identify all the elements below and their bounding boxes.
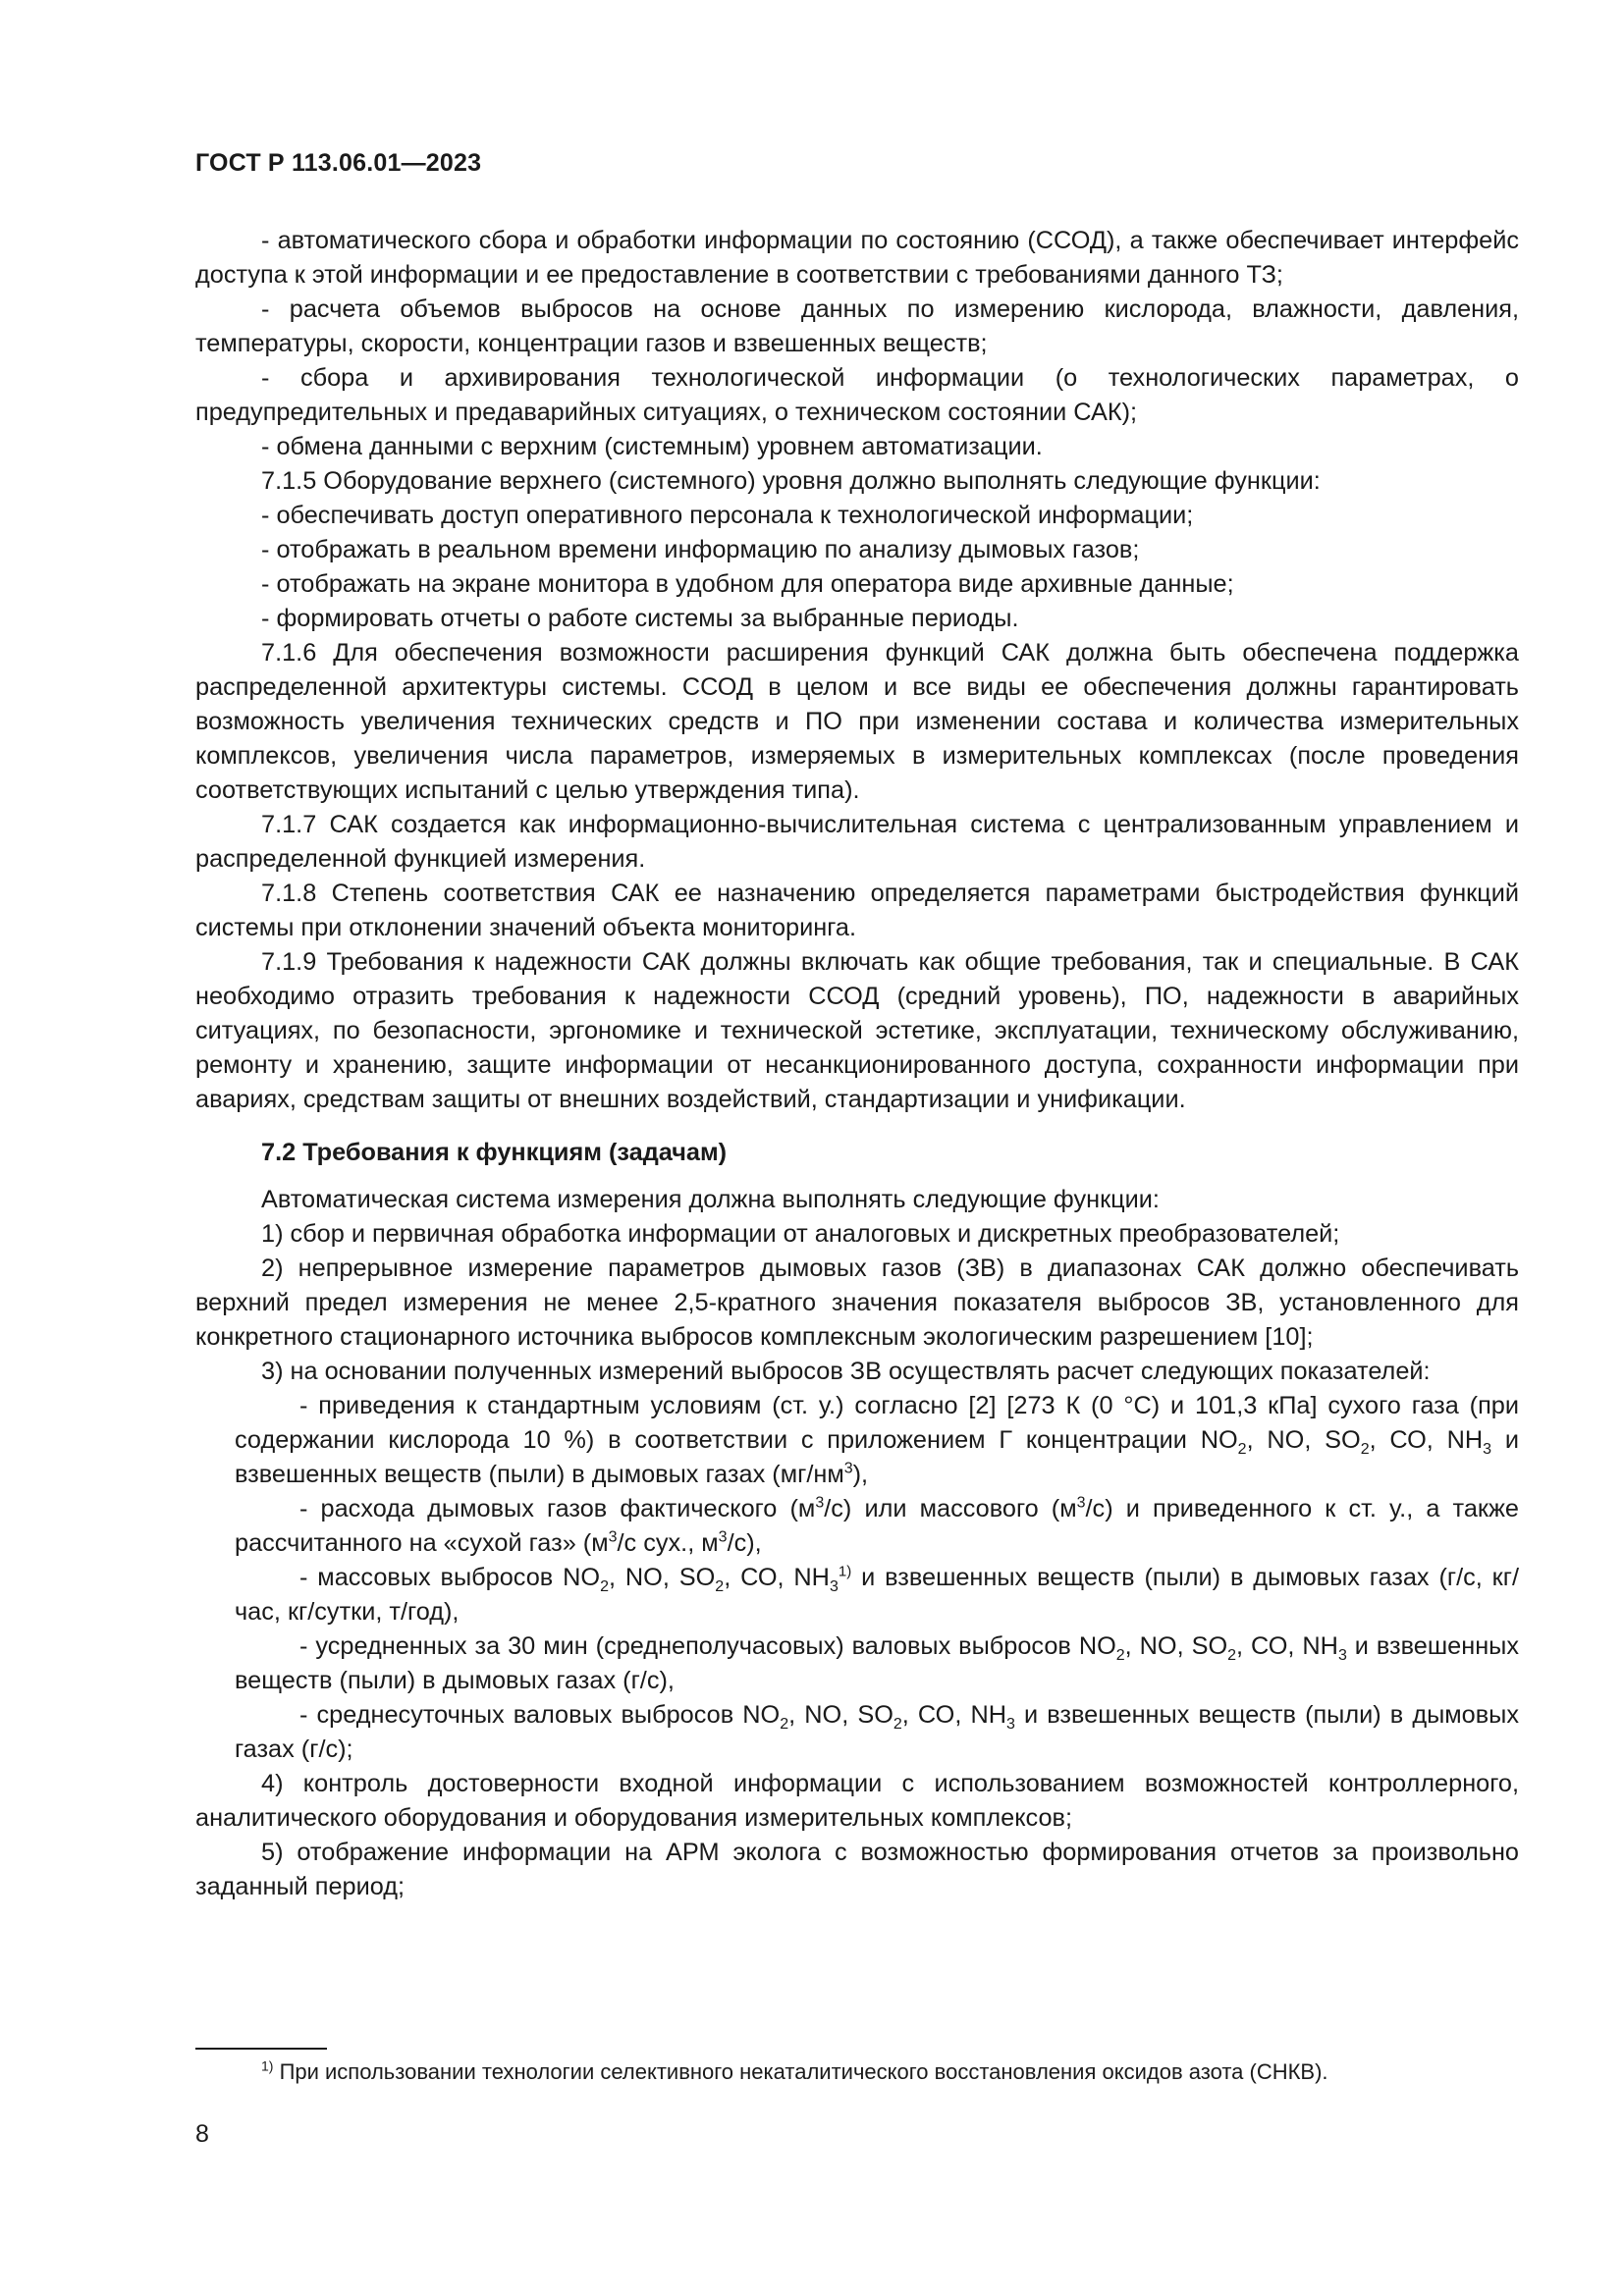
- list-item-2: 2) непрерывное измерение параметров дымовых газов (ЗВ) в диапазонах САК должно обеспечивать верхний предел измерения не менее 2,5-кратного значения показателя выбросов ЗВ, установленного для конкретного стационарного источника выбросов комплексным экологическим разрешением [10];: [195, 1255, 1519, 1351]
- footnote-reference: 1): [838, 1563, 852, 1580]
- section-heading: 7.2 Требования к функциям (задачам): [261, 1139, 728, 1166]
- paragraph: - обеспечивать доступ оперативного персонала к технологической информации;: [261, 502, 1194, 529]
- sub-item-mass-emissions: - массовых выбросов $NO_2$, NO, $SO_2$, СО, $NH_3^{1)}$ и взвешенных веществ (пыли) в дымовых газах (г/с, кг/час, кг/сутки, т/год),: [235, 1563, 1520, 1626]
- sub-item-flow-rate: - расхода дымовых газов фактического $(м^3/с)$ или массового $(м^3/с)$ и приведенного к ст. у., а также рассчитанного на «сухой газ» ($м^3/с$ сух., $м^3/с$),: [235, 1494, 1519, 1557]
- document-header: ГОСТ Р 113.06.01—2023: [195, 149, 482, 177]
- footnote: [261, 2059, 1328, 2085]
- page-number: 8: [195, 2120, 209, 2148]
- sub-item-daily-emissions: - среднесуточных валовых выбросов $NO_2$, NO, $SO_2$, СО, $NH_3$ и взвешенных веществ (пыли) в дымовых газах (г/с);: [235, 1701, 1520, 1763]
- paragraph: - отображать на экране монитора в удобном для оператора виде архивные данные;: [261, 570, 1234, 598]
- paragraph: Автоматическая система измерения должна выполнять следующие функции:: [261, 1186, 1160, 1213]
- footnote-divider: [195, 2048, 327, 2050]
- footnote-text: При использовании технологии селективного некаталитического восстановления оксидов азота (СНКВ).: [273, 2059, 1328, 2084]
- paragraph: - обмена данными с верхним (системным) уровнем автоматизации.: [261, 433, 1043, 460]
- footnote-mark: 1): [261, 2057, 274, 2074]
- clause-7-1-9: 7.1.9 Требования к надежности САК должны включать как общие требования, так и специальные. В САК необходимо отразить требования к надежности ССОД (средний уровень), ПО, надежности в аварийных ситуациях, по безопасности, эргономике и технической эстетике, эксплуатации, техническому обслуживанию, ремонту и хранению, защите информации от несанкционированного доступа, сохранности информации при авариях, средствам защиты от внешних воздействий, стандартизации и унификации.: [195, 948, 1519, 1113]
- paragraph: - отображать в реальном времени информацию по анализу дымовых газов;: [261, 536, 1140, 563]
- paragraph: - формировать отчеты о работе системы за выбранные периоды.: [261, 605, 1019, 632]
- document-body: [195, 224, 1519, 1904]
- sub-item-standard-conditions: - приведения к стандартным условиям (ст. у.) согласно [2] [273 К (0 °С) и 101,3 кПа] сухого газа (при содержании кислорода 10 %) в соответствии с приложением Г концентрации $NO_2$, NO, $SO_2$, СО, $NH_3$ и взвешенных веществ (пыли) в дымовых газах $(мг/нм^3)$,: [235, 1392, 1519, 1488]
- paragraph: - расчета объемов выбросов на основе данных по измерению кислорода, влажности, давления, температуры, скорости, концентрации газов и взвешенных веществ;: [195, 295, 1519, 357]
- paragraph: - автоматического сбора и обработки информации по состоянию (ССОД), а также обеспечивает интерфейс доступа к этой информации и ее предоставление в соответствии с требованиями данного ТЗ;: [195, 227, 1519, 289]
- paragraph: - сбора и архивирования технологической информации (о технологических параметрах, о предупредительных и предаварийных ситуациях, о техническом состоянии САК);: [195, 364, 1519, 426]
- list-item-4: 4) контроль достоверности входной информации с использованием возможностей контроллерного, аналитического оборудования и оборудования измерительных комплексов;: [195, 1770, 1519, 1832]
- list-item-1: 1) сбор и первичная обработка информации от аналоговых и дискретных преобразователей;: [261, 1220, 1340, 1248]
- clause-7-1-5: 7.1.5 Оборудование верхнего (системного) уровня должно выполнять следующие функции:: [261, 467, 1321, 495]
- list-item-3: 3) на основании полученных измерений выбросов ЗВ осуществлять расчет следующих показателей:: [261, 1358, 1431, 1385]
- clause-7-1-6: 7.1.6 Для обеспечения возможности расширения функций САК должна быть обеспечена поддержка распределенной архитектуры системы. ССОД в целом и все виды ее обеспечения должны гарантировать возможность увеличения технических средств и ПО при изменении состава и количества измерительных комплексов, увеличения числа параметров, измеряемых в измерительных комплексах (после проведения соответствующих испытаний с целью утверждения типа).: [195, 639, 1519, 804]
- clause-7-1-8: 7.1.8 Степень соответствия САК ее назначению определяется параметрами быстродействия функций системы при отклонении значений объекта мониторинга.: [195, 880, 1519, 941]
- sub-item-half-hour-emissions: - усредненных за 30 мин (среднеполучасовых) валовых выбросов $NO_2$, NO, $SO_2$, СО, $NH_3$ и взвешенных веществ (пыли) в дымовых газах (г/с),: [235, 1632, 1519, 1694]
- clause-7-1-7: 7.1.7 САК создается как информационно-вычислительная система с централизованным управлением и распределенной функцией измерения.: [195, 811, 1519, 873]
- list-item-5: 5) отображение информации на АРМ эколога с возможностью формирования отчетов за произвольно заданный период;: [195, 1839, 1519, 1900]
